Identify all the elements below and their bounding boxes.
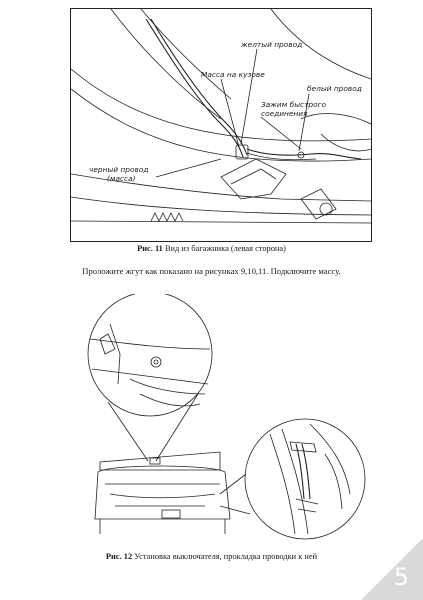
instruction-text: Проложите жгут как показано на рисунках 9,10,11. Подключите массу. bbox=[82, 266, 341, 276]
page-corner-decoration bbox=[361, 538, 423, 600]
label-quick-clamp-line2: соединения bbox=[261, 109, 308, 118]
figure-12-drawing bbox=[70, 294, 390, 544]
page-number: 5 bbox=[393, 563, 409, 591]
label-yellow-wire: желтый провод bbox=[241, 40, 303, 49]
label-black-wire-line2: (масса) bbox=[107, 174, 136, 183]
figure-11-drawing bbox=[71, 9, 371, 241]
figure-11-caption-prefix: Рис. 11 bbox=[137, 244, 163, 253]
figure-12-caption bbox=[0, 552, 423, 561]
label-black-wire-line1: черный провод bbox=[89, 165, 149, 174]
figure-11-caption bbox=[0, 244, 423, 253]
figure-11-illustration bbox=[70, 8, 372, 242]
label-quick-clamp-line1: Зажим быстрого bbox=[261, 100, 327, 109]
figure-12-caption-prefix: Рис. 12 bbox=[105, 552, 133, 561]
figure-12-caption-text: Установка выключателя, прокладка проводки к ней bbox=[132, 552, 318, 561]
figure-11-caption-text: Вид из багажника (левая сторона) bbox=[162, 244, 286, 253]
figure-12-illustration bbox=[70, 294, 390, 544]
label-white-wire: белый провод bbox=[307, 84, 362, 93]
label-body-ground: Масса на кузове bbox=[201, 70, 265, 79]
